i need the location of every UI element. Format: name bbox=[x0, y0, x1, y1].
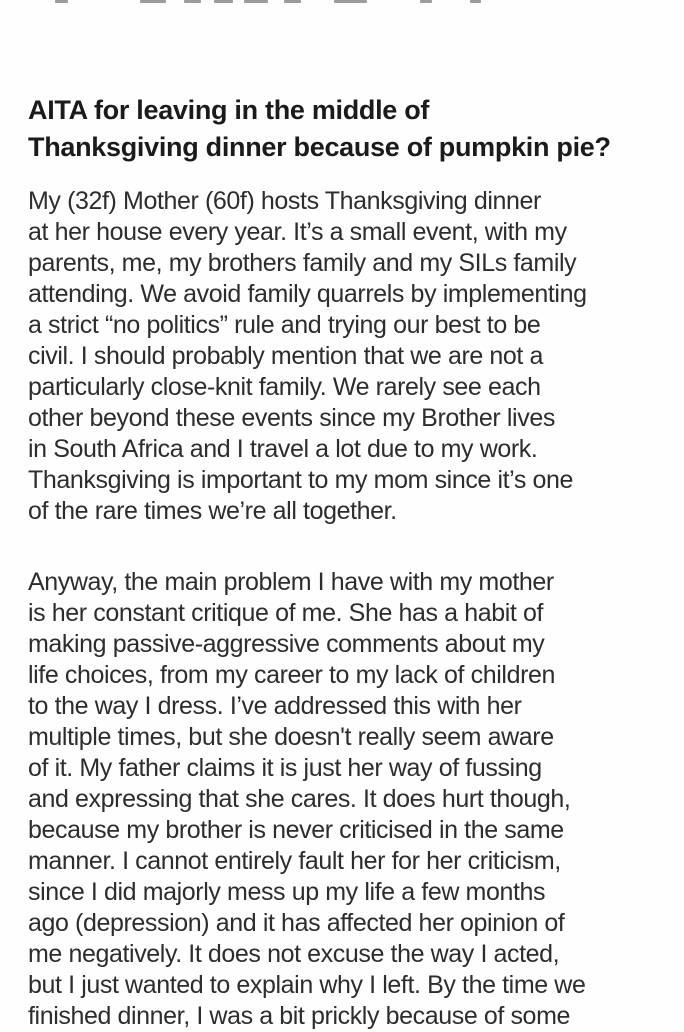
text-line: a strict “no politics” rule and trying our best to be bbox=[28, 311, 541, 339]
text-line: ago (depression) and it has affected her opinion of bbox=[28, 909, 565, 937]
text-line: attending. We avoid family quarrels by implementing bbox=[28, 280, 587, 308]
text-line: is her constant critique of me. She has a habit of bbox=[28, 599, 544, 627]
paragraph bbox=[28, 186, 676, 527]
crop-remnant-mark bbox=[140, 0, 166, 3]
text-line: civil. I should probably mention that we are not a bbox=[28, 342, 544, 370]
text-line: in South Africa and I travel a lot due to my work. bbox=[28, 435, 538, 463]
text-line: manner. I cannot entirely fault her for her criticism, bbox=[28, 847, 561, 875]
crop-remnant-mark bbox=[470, 0, 481, 3]
text-line: but I just wanted to explain why I left. By the time we bbox=[28, 971, 586, 999]
crop-remnant-mark bbox=[420, 0, 432, 3]
text-line: to the way I dress. I’ve addressed this with her bbox=[28, 692, 522, 720]
title-line: Thanksgiving dinner because of pumpkin pie? bbox=[28, 132, 611, 162]
text-line: My (32f) Mother (60f) hosts Thanksgiving dinner bbox=[28, 187, 541, 215]
post-body bbox=[28, 186, 676, 1032]
text-line: at her house every year. It’s a small event, with my bbox=[28, 218, 567, 246]
crop-remnant-mark bbox=[334, 0, 367, 3]
title-line: AITA for leaving in the middle of bbox=[28, 95, 430, 125]
text-line: making passive-aggressive comments about my bbox=[28, 630, 545, 658]
text-line: since I did majorly mess up my life a few months bbox=[28, 878, 546, 906]
text-line: Thanksgiving is important to my mom since it’s one bbox=[28, 466, 574, 494]
crop-remnant-mark bbox=[214, 0, 233, 3]
post bbox=[28, 92, 676, 1032]
text-line: particularly close-knit family. We rarely see each bbox=[28, 373, 541, 401]
text-line: finished dinner, I was a bit prickly because of some bbox=[28, 1002, 570, 1030]
crop-remnant-mark bbox=[244, 0, 268, 3]
text-line: Anyway, the main problem I have with my mother bbox=[28, 568, 554, 596]
crop-remnant-mark bbox=[284, 0, 301, 3]
paragraph bbox=[28, 567, 676, 1032]
top-edge-artifacts bbox=[0, 0, 684, 5]
text-line: and expressing that she cares. It does hurt though, bbox=[28, 785, 571, 813]
crop-remnant-mark bbox=[55, 0, 68, 3]
text-line: me negatively. It does not excuse the way I acted, bbox=[28, 940, 560, 968]
text-line: life choices, from my career to my lack of children bbox=[28, 661, 556, 689]
post-title bbox=[28, 92, 676, 166]
text-line: multiple times, but she doesn't really seem aware bbox=[28, 723, 554, 751]
text-line: of the rare times we’re all together. bbox=[28, 497, 397, 525]
crop-remnant-mark bbox=[184, 0, 201, 3]
text-line: other beyond these events since my Brother lives bbox=[28, 404, 555, 432]
text-line: because my brother is never criticised in the same bbox=[28, 816, 564, 844]
text-line: parents, me, my brothers family and my SILs family bbox=[28, 249, 577, 277]
text-line: of it. My father claims it is just her way of fussing bbox=[28, 754, 542, 782]
